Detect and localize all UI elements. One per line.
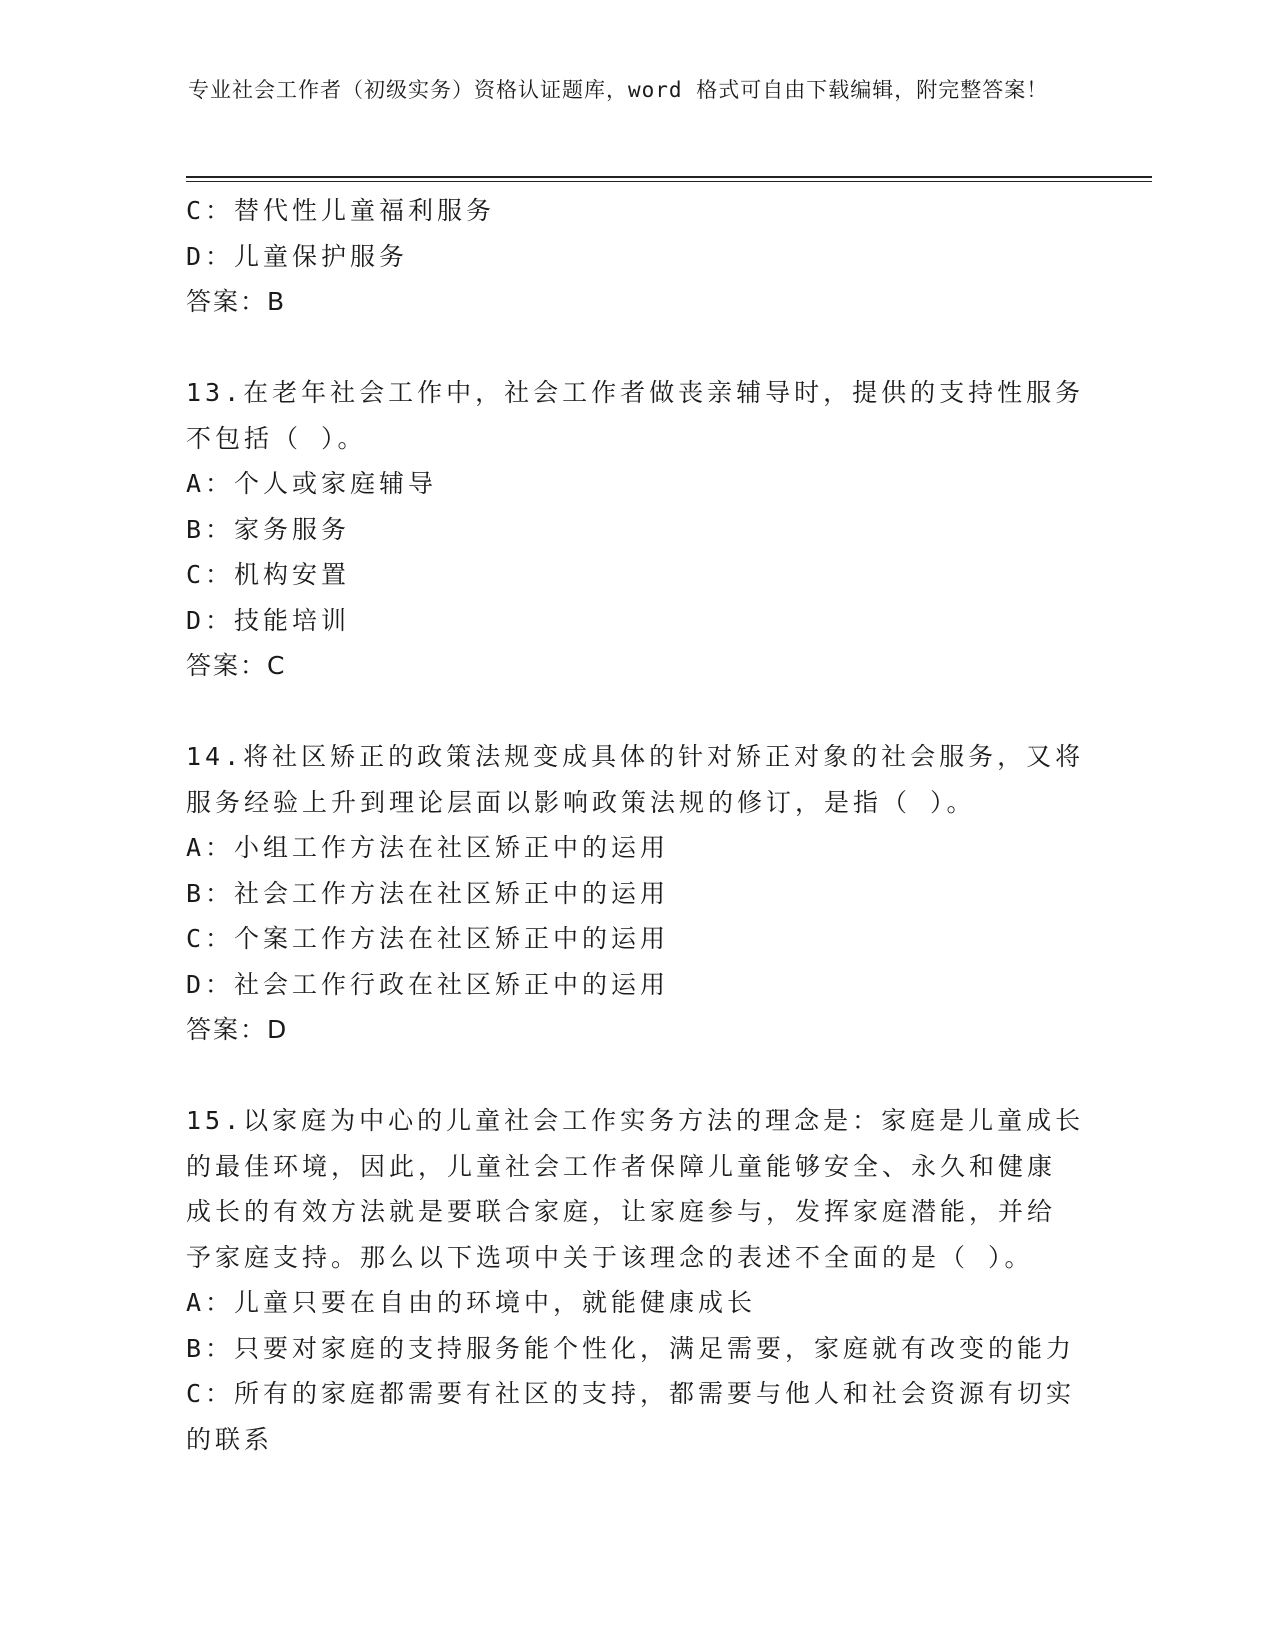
q15-option-c-line1: C：所有的家庭都需要有社区的支持，都需要与他人和社会资源有切实	[186, 1379, 1076, 1408]
q14-stem-line1: 14.将社区矫正的政策法规变成具体的针对矫正对象的社会服务，又将	[186, 742, 1085, 771]
q15-stem-line1: 15.以家庭为中心的儿童社会工作实务方法的理念是：家庭是儿童成长	[186, 1106, 1085, 1135]
header-divider-thick	[186, 176, 1152, 178]
q15-stem-line3: 成长的有效方法就是要联合家庭，让家庭参与，发挥家庭潜能，并给	[186, 1197, 1057, 1226]
q14-stem-line2: 服务经验上升到理论层面以影响政策法规的修订，是指（ ）。	[186, 787, 976, 817]
q13-option-d: D：技能培训	[186, 605, 351, 635]
q14-answer: 答案：D	[186, 1015, 289, 1044]
q15-option-c-line2: 的联系	[186, 1424, 274, 1454]
q13-option-b: B：家务服务	[186, 514, 351, 544]
q13-stem-line1: 13.在老年社会工作中，社会工作者做丧亲辅导时，提供的支持性服务	[186, 378, 1085, 407]
q15-option-a: A：儿童只要在自由的环境中，就能健康成长	[186, 1288, 757, 1317]
q13-answer: 答案：C	[186, 651, 287, 680]
q13-stem-line2: 不包括（ ）。	[186, 423, 367, 453]
q14-option-b: B：社会工作方法在社区矫正中的运用	[186, 878, 670, 908]
spacer	[186, 1053, 1106, 1099]
q14-option-c: C：个案工作方法在社区矫正中的运用	[186, 924, 670, 953]
q14-option-a: A：小组工作方法在社区矫正中的运用	[186, 833, 670, 862]
question-content	[186, 188, 1106, 1462]
q15-option-b: B：只要对家庭的支持服务能个性化，满足需要，家庭就有改变的能力	[186, 1333, 1076, 1363]
prev-option-c: C：替代性儿童福利服务	[186, 196, 496, 225]
q15-stem-line4: 予家庭支持。那么以下选项中关于该理念的表述不全面的是（ ）。	[186, 1242, 1034, 1272]
q13-option-a: A：个人或家庭辅导	[186, 469, 438, 498]
document-header: 专业社会工作者（初级实务）资格认证题库，word 格式可自由下载编辑，附完整答案！	[188, 78, 1049, 102]
q14-option-d: D：社会工作行政在社区矫正中的运用	[186, 969, 670, 999]
header-divider-thin	[186, 181, 1152, 182]
prev-option-d: D：儿童保护服务	[186, 241, 409, 271]
spacer	[186, 325, 1106, 371]
spacer	[186, 689, 1106, 735]
q15-stem-line2: 的最佳环境，因此，儿童社会工作者保障儿童能够安全、永久和健康	[186, 1151, 1057, 1181]
q13-option-c: C：机构安置	[186, 560, 351, 589]
prev-answer: 答案：B	[186, 287, 287, 316]
